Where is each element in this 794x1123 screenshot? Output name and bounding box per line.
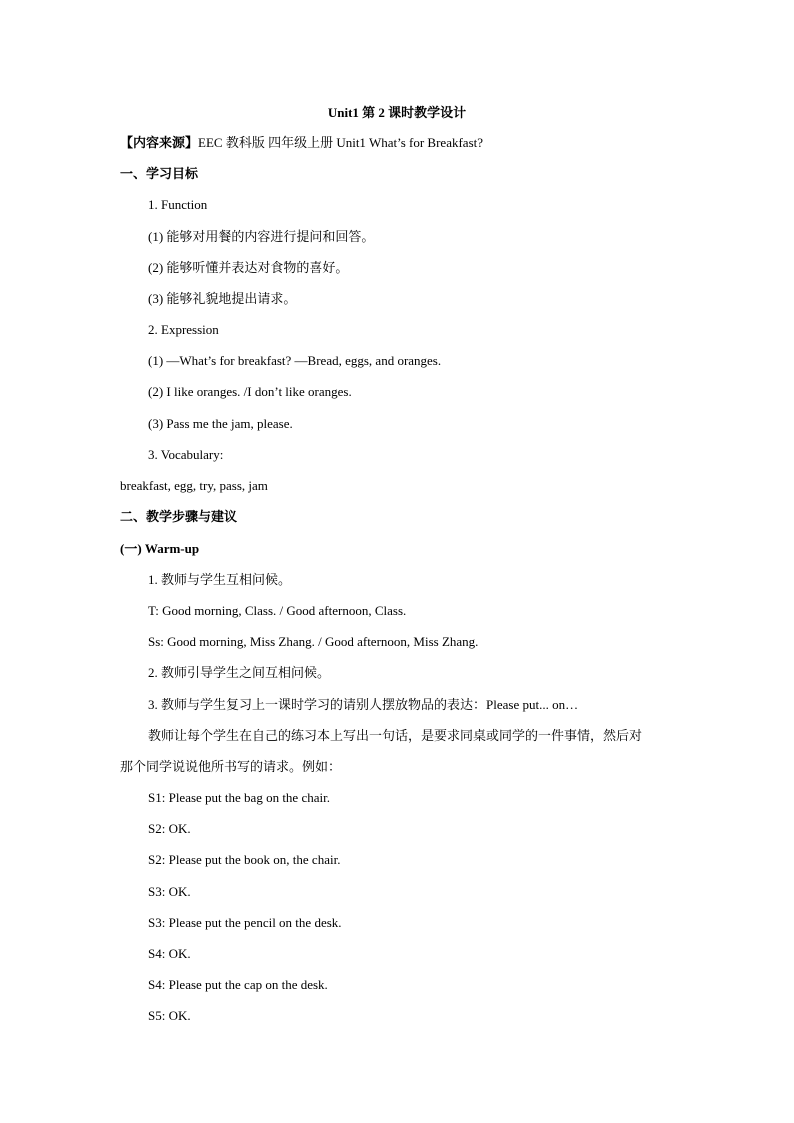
- dialogue-line: S1: Please put the bag on the chair.: [148, 790, 330, 805]
- function-item: (2) 能够听懂并表达对食物的喜好。: [148, 260, 349, 275]
- dialogue-line: S4: Please put the cap on the desk.: [148, 977, 328, 992]
- expression-item: (2) I like oranges. /I don’t like oranges.: [148, 384, 352, 399]
- function-heading: 1. Function: [148, 197, 208, 212]
- warmup-heading: (一) Warm-up: [120, 541, 200, 556]
- vocabulary-heading: 3. Vocabulary:: [148, 447, 224, 462]
- dialogue-line: S4: OK.: [148, 946, 191, 961]
- content-source-label: 【内容来源】: [120, 135, 199, 150]
- function-item: (1) 能够对用餐的内容进行提问和回答。: [148, 229, 375, 244]
- paragraph-line: 那个同学说说他所书写的请求。例如：: [120, 759, 342, 774]
- section-heading-steps: 二、教学步骤与建议: [120, 509, 238, 524]
- expression-item: (3) Pass me the jam, please.: [148, 416, 293, 431]
- expression-item: (1) —What’s for breakfast? —Bread, eggs, and oranges.: [148, 353, 442, 368]
- section-heading-objectives: 一、学习目标: [120, 166, 199, 181]
- expression-heading: 2. Expression: [148, 322, 219, 337]
- page-title: Unit1 第 2 课时教学设计: [327, 105, 467, 120]
- content-source-text: EEC 教科版 四年级上册 Unit1 What’s for Breakfast?: [198, 135, 484, 150]
- function-item: (3) 能够礼貌地提出请求。: [148, 291, 297, 306]
- dialogue-line: S3: OK.: [148, 884, 191, 899]
- content-source: [120, 135, 483, 151]
- dialogue-line: S5: OK.: [148, 1008, 191, 1023]
- step-item: 1. 教师与学生互相问候。: [148, 572, 292, 587]
- dialogue-line: S2: Please put the book on, the chair.: [148, 852, 341, 867]
- step-item: 3. 教师与学生复习上一课时学习的请别人摆放物品的表达：Please put... on…: [148, 697, 579, 712]
- step-item: 2. 教师引导学生之间互相问候。: [148, 665, 331, 680]
- paragraph-line: 教师让每个学生在自己的练习本上写出一句话，是要求同桌或同学的一件事情，然后对: [148, 728, 643, 743]
- dialogue-line: S3: Please put the pencil on the desk.: [148, 915, 342, 930]
- dialogue-line: S2: OK.: [148, 821, 191, 836]
- teacher-line: T: Good morning, Class. / Good afternoon, Class.: [148, 603, 407, 618]
- students-line: Ss: Good morning, Miss Zhang. / Good afternoon, Miss Zhang.: [148, 634, 479, 649]
- vocabulary-list: breakfast, egg, try, pass, jam: [120, 478, 268, 493]
